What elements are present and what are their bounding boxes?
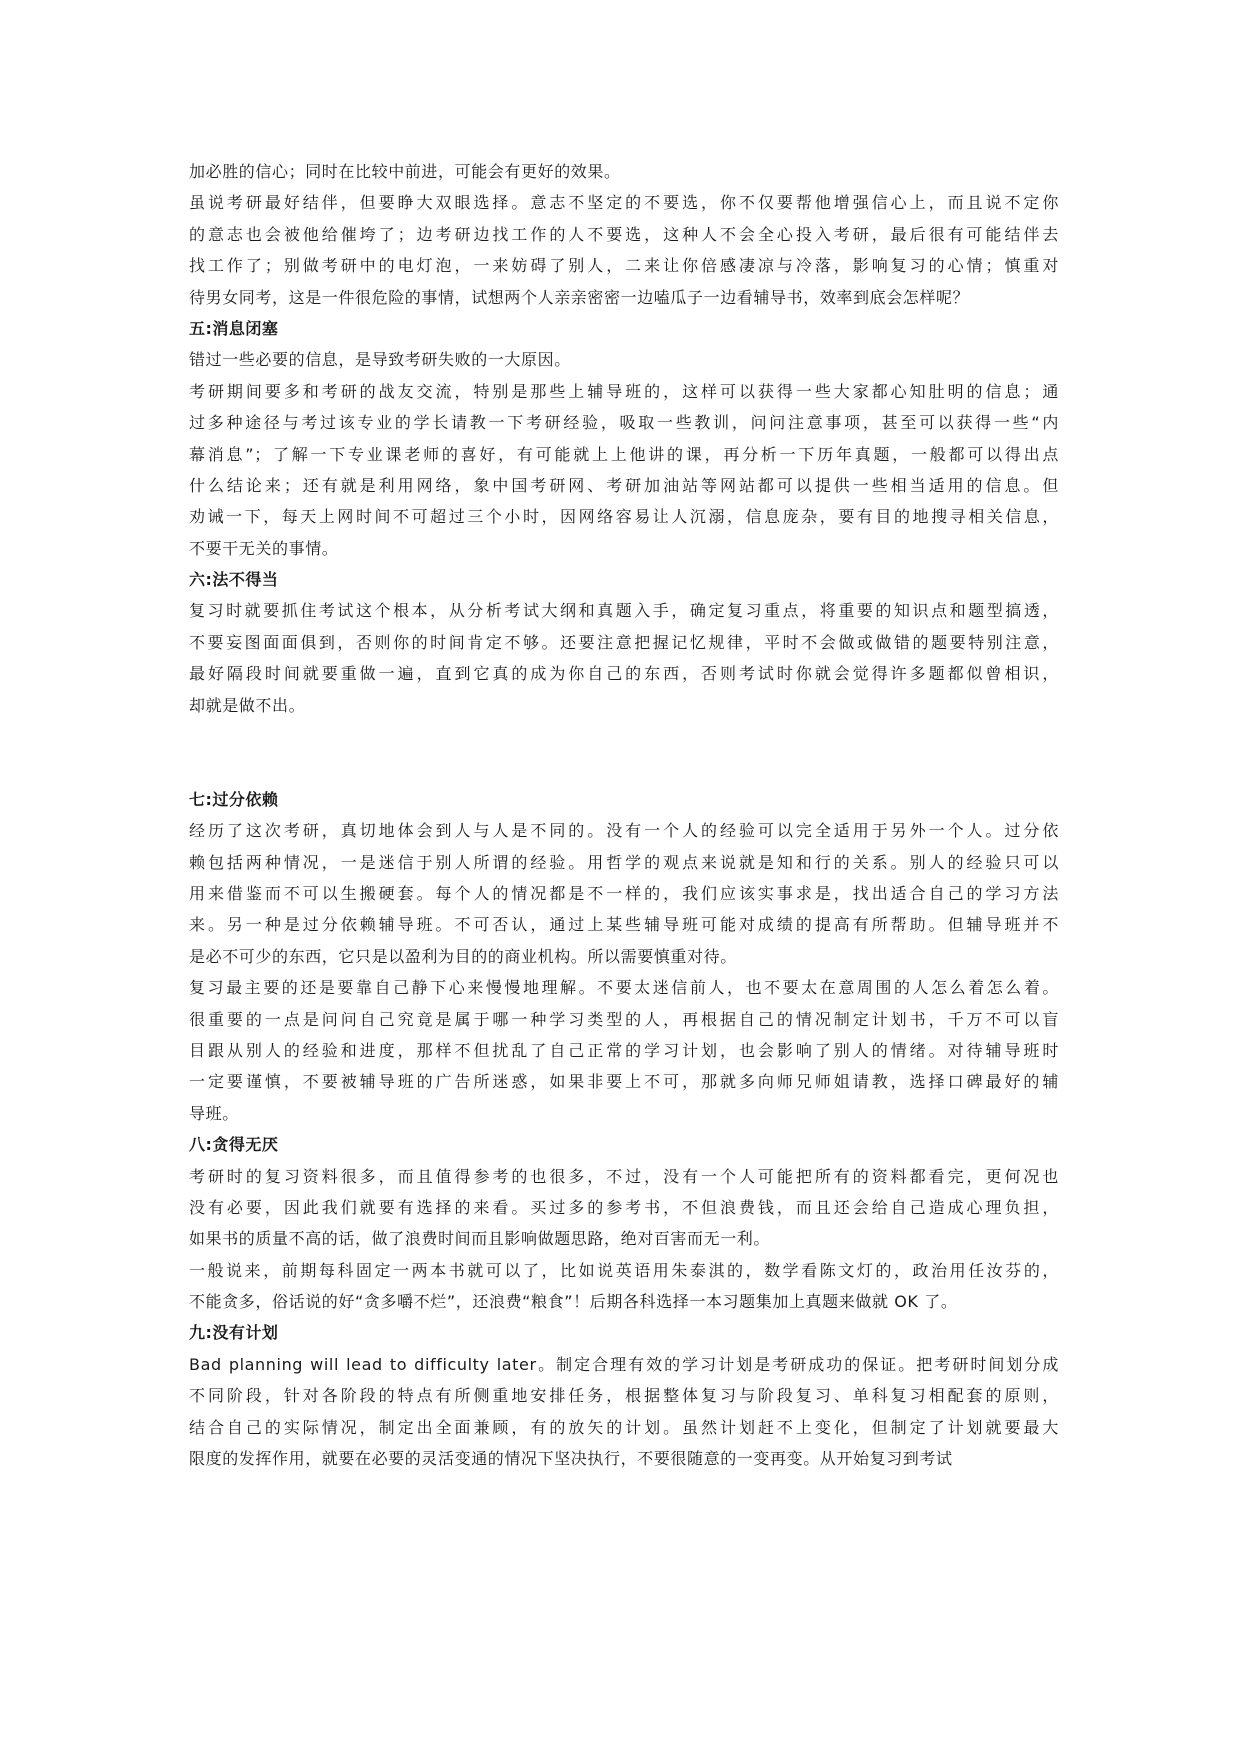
- text-line: 目跟从别人的经验和进度，那样不但扰乱了自己正常的学习计划，也会影响了别人的情绪。对待辅导班时: [189, 1040, 1059, 1060]
- document-page: [189, 158, 1059, 1476]
- text-line: 一般说来，前期每科固定一两本书就可以了，比如说英语用朱泰淇的，数学看陈文灯的，政治用任汝芬的，: [189, 1260, 1059, 1280]
- heading-text: 六:法不得当: [189, 570, 279, 590]
- text-line: 找工作了；别做考研中的电灯泡，一来妨碍了别人，二来让你倍感凄凉与冷落，影响复习的心情；慎重对: [189, 256, 1059, 276]
- section-heading: [189, 315, 1059, 343]
- section-heading: [189, 786, 1059, 814]
- section-heading: [189, 1319, 1059, 1347]
- text-line: 幕消息”；了解一下专业课老师的喜好，有可能就上上他讲的课，再分析一下历年真题，一般都可以得出点: [189, 444, 1059, 464]
- text-line: 的意志也会被他给催垮了；边考研边找工作的人不要选，这种人不会全心投入考研，最后很有可能结伴去: [189, 224, 1059, 244]
- text-line: 加必胜的信心；同时在比较中前进，可能会有更好的效果。: [189, 162, 621, 181]
- text-line: 很重要的一点是问问自己究竟是属于哪一种学习类型的人，再根据自己的情况制定计划书，千万不可以盲: [189, 1009, 1059, 1029]
- text-line: 虽说考研最好结伴，但要睁大双眼选择。意志不坚定的不要选，你不仅要帮他增强信心上，而且说不定你: [189, 193, 1059, 213]
- text-line: 待男女同考，这是一件很危险的事情，试想两个人亲亲密密一边嗑瓜子一边看辅导书，效率到底会怎样呢？: [189, 287, 970, 307]
- text-line: 考研期间要多和考研的战友交流，特别是那些上辅导班的，这样可以获得一些大家都心知肚明的信息；通: [189, 381, 1059, 401]
- text-line: 考研时的复习资料很多，而且值得参考的也很多，不过，没有一个人可能把所有的资料都看完，更何况也: [189, 1166, 1059, 1186]
- paragraph: [189, 158, 1059, 186]
- text-line: 却就是做不出。: [189, 695, 306, 715]
- text-line: 什么结论来；还有就是利用网络，象中国考研网、考研加油站等网站都可以提供一些相当适用的信息。但: [189, 475, 1059, 495]
- paragraph: [189, 817, 1059, 971]
- text-line: 用来借鉴而不可以生搬硬套。每个人的情况都是不一样的，我们应该实事求是，找出适合自己的学习方法: [189, 884, 1059, 903]
- text-line: 复习时就要抓住考试这个根本，从分析考试大纲和真题入手，确定复习重点，将重要的知识点和题型搞透，: [189, 601, 1059, 621]
- text-line: 来。另一种是过分依赖辅导班。不可否认，通过上某些辅导班可能对成绩的提高有所帮助。但辅导班并不: [189, 915, 1059, 935]
- text-line: 最好隔段时间就要重做一遍，直到它真的成为你自己的东西，否则考试时你就会觉得许多题都似曾相识，: [189, 664, 1059, 684]
- text-line: 一定要谨慎，不要被辅导班的广告所迷惑，如果非要上不可，那就多向师兄师姐请教，选择口碑最好的辅: [189, 1072, 1059, 1092]
- paragraph: [189, 974, 1059, 1128]
- text-line: 不同阶段，针对各阶段的特点有所侧重地安排任务，根据整体复习与阶段复习、单科复习相配套的原则，: [189, 1386, 1059, 1406]
- text-line: 劝诫一下，每天上网时间不可超过三个小时，因网络容易让人沉溺，信息庞杂，要有目的地搜寻相关信息，: [189, 507, 1059, 527]
- text-line: 是必不可少的东西，它只是以盈利为目的的商业机构。所以需要慎重对待。: [189, 946, 737, 966]
- heading-text: 七:过分依赖: [189, 789, 279, 809]
- paragraph: [189, 346, 1059, 374]
- blank-line: [189, 723, 1059, 786]
- paragraph: [189, 1163, 1059, 1254]
- paragraph: [189, 597, 1059, 719]
- paragraph: [189, 1351, 1059, 1473]
- paragraph: [189, 189, 1059, 311]
- text-line: 不能贪多，俗话说的好“贪多嚼不烂”，还浪费“粮食”！后期各科选择一本习题集加上真题来做就 OK 了。: [189, 1292, 958, 1312]
- text-line: Bad planning will lead to difficulty later。制定合理有效的学习计划是考研成功的保证。把考研时间划分成: [189, 1354, 1059, 1374]
- text-line: 不要干无关的事情。: [189, 538, 339, 558]
- text-line: 经历了这次考研，真切地体会到人与人是不同的。没有一个人的经验可以完全适用于另外一个人。过分依: [189, 821, 1059, 841]
- text-line: 复习最主要的还是要靠自己静下心来慢慢地理解。不要太迷信前人，也不要太在意周围的人怎么着怎么着。: [189, 978, 1059, 998]
- text-line: 错过一些必要的信息，是导致考研失败的一大原因。: [189, 350, 571, 370]
- section-heading: [189, 1131, 1059, 1159]
- paragraph: [189, 378, 1059, 563]
- heading-text: 五:消息闭塞: [189, 318, 279, 338]
- text-line: 赖包括两种情况，一是迷信于别人所谓的经验。用哲学的观点来说就是知和行的关系。别人的经验只可以: [189, 852, 1059, 872]
- text-line: 过多种途径与考过该专业的学长请教一下考研经验，吸取一些教训，问问注意事项，甚至可以获得一些“内: [189, 413, 1059, 433]
- text-line: 限度的发挥作用，就要在必要的灵活变通的情况下坚决执行，不要很随意的一变再变。从开始复习到考试: [189, 1449, 953, 1469]
- text-line: 不要妄图面面俱到，否则你的时间肯定不够。还要注意把握记忆规律，平时不会做或做错的题要特别注意，: [189, 632, 1059, 652]
- text-line: 如果书的质量不高的话，做了浪费时间而且影响做题思路，绝对百害而无一利。: [189, 1229, 771, 1249]
- heading-text: 九:没有计划: [189, 1323, 279, 1343]
- text-line: 没有必要，因此我们就要有选择的来看。买过多的参考书，不但浪费钱，而且还会给自己造成心理负担，: [189, 1197, 1059, 1217]
- paragraph: [189, 1257, 1059, 1316]
- section-heading: [189, 566, 1059, 594]
- text-line: 结合自己的实际情况，制定出全面兼顾，有的放矢的计划。虽然计划赶不上变化，但制定了计划就要最大: [189, 1417, 1059, 1437]
- text-line: 导班。: [189, 1103, 239, 1123]
- heading-text: 八:贪得无厌: [189, 1135, 279, 1155]
